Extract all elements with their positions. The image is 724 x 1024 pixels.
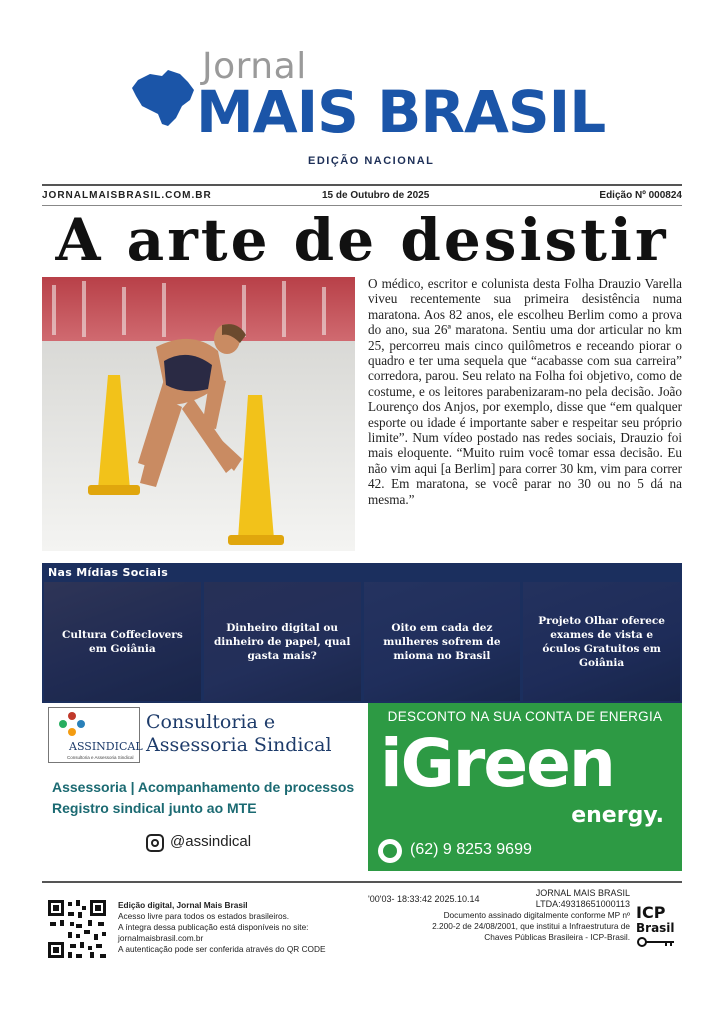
footer-info xyxy=(118,900,326,955)
footer-line3[interactable]: jornalmaisbrasil.com.br xyxy=(118,933,204,943)
brazil-map-icon xyxy=(128,66,198,132)
card-label: Projeto Olhar oferece exames de vista e óculos Gratuitos em Goiânia xyxy=(538,614,665,669)
site-url[interactable]: JORNALMAISBRASIL.COM.BR xyxy=(42,190,212,201)
footer-line1: Acesso livre para todos os estados brasileiros. xyxy=(118,911,290,921)
assindical-services-line2: Registro sindical junto ao MTE xyxy=(52,800,257,816)
assindical-logo xyxy=(48,707,143,763)
card-label: Oito em cada dez mulheres sofrem de mioma no Brasil xyxy=(383,621,501,662)
igreen-brand: iGreen xyxy=(380,725,614,802)
card-label: Cultura Coffeclovers em Goiânia xyxy=(62,628,183,655)
assindical-logo-sub: Consultoria e Assessoria Sindical xyxy=(67,755,134,760)
whatsapp-icon xyxy=(378,839,402,863)
assindical-headline xyxy=(146,711,332,757)
article-body: O médico, escritor e colunista desta Folha Drauzio Varella viveu recentemente sua primeira desistência numa maratona. Aos 82 anos, ele escolheu Berlim como a prova do ano, sua 26ª maratona. Sentiu uma dor articular no km 25, percorreu mais cinco quilômetros e receando piorar o quadro e ter uma sequela que “acabasse com sua carreira” corredora, parou. Seu relato na Folha foi objetivo, como de costume, e os leitores parabenizaram-no pela decisão. João Lourenço dos Anjos, por exemplo, disse que “em qualquer esporte ou idade é importante saber e respeitar seu próprio limite”. Num vídeo postado nas redes sociais, Drauzio foi mais eloquente. “Muito ruim você tomar essa decisão. Eu não vim aqui [a Berlim] para correr 30 km, vim para correr 42. Em maratona, se você parar no 30 ou no 5 dá na mesma.” xyxy=(368,276,682,507)
assindical-services-line1: Assessoria | Acompanhamento de processos xyxy=(52,779,355,795)
edition-number: Edição Nº 000824 xyxy=(599,190,682,201)
issue-date: 15 de Outubro de 2025 xyxy=(322,190,430,201)
icp-logo-line2: Brasil xyxy=(636,921,675,935)
social-card[interactable] xyxy=(364,582,521,701)
assindical-headline-line2: Assessoria Sindical xyxy=(146,734,332,756)
icp-brasil-logo xyxy=(636,905,682,959)
key-icon xyxy=(636,936,676,948)
instagram-icon xyxy=(146,834,164,852)
people-icon xyxy=(57,710,87,740)
social-cards xyxy=(44,582,680,701)
footer-rule xyxy=(42,881,682,883)
icp-logo-line1: ICP xyxy=(636,903,666,922)
social-card[interactable] xyxy=(44,582,201,701)
igreen-brand-sub: energy. xyxy=(571,803,664,828)
social-card[interactable] xyxy=(523,582,680,701)
info-bar xyxy=(42,188,682,204)
card-label: Dinheiro digital ou dinheiro de papel, qual gasta mais? xyxy=(213,621,351,662)
igreen-phone[interactable]: (62) 9 8253 9699 xyxy=(410,841,532,858)
footer-line4: A autenticação pode ser conferida através do QR CODE xyxy=(118,944,326,954)
edition-label: EDIÇÃO NACIONAL xyxy=(308,155,435,167)
top-rule xyxy=(42,184,682,186)
assindical-ad[interactable] xyxy=(42,703,362,871)
signature-id: LTDA:49318651000113 xyxy=(535,899,630,909)
social-card[interactable] xyxy=(204,582,361,701)
social-title: Nas Mídias Sociais xyxy=(48,566,169,579)
footer-line2: A íntegra dessa publicação está disponíveis no site: xyxy=(118,922,309,932)
assindical-logo-name: ASSINDICAL xyxy=(69,740,143,753)
footer-title: Edição digital, Jornal Mais Brasil xyxy=(118,900,248,910)
assindical-handle[interactable]: @assindical xyxy=(170,833,252,850)
signature-line3: Chaves Públicas Brasileira - ICP-Brasil. xyxy=(484,932,630,942)
igreen-ad[interactable] xyxy=(368,703,682,871)
social-section xyxy=(42,563,682,703)
masthead-jornal: Jornal xyxy=(202,46,307,87)
igreen-banner: DESCONTO NA SUA CONTA DE ENERGIA xyxy=(387,709,663,724)
page-headline: A arte de desistir xyxy=(55,206,669,274)
digital-signature xyxy=(386,888,630,943)
masthead-brand: MAIS BRASIL xyxy=(196,78,606,146)
article-photo xyxy=(42,277,355,551)
signature-org: JORNAL MAIS BRASIL xyxy=(535,888,630,898)
qr-code-icon[interactable] xyxy=(46,898,108,960)
signature-line2: 2.200-2 de 24/08/2001, que institui a Infraestrutura de xyxy=(432,921,630,931)
signature-line1: Documento assinado digitalmente conforme MP nº xyxy=(443,910,630,920)
masthead xyxy=(120,40,606,170)
signature-timestamp: '00'03- 18:33:42 2025.10.14 xyxy=(368,894,480,904)
assindical-headline-line1: Consultoria e xyxy=(146,711,276,733)
